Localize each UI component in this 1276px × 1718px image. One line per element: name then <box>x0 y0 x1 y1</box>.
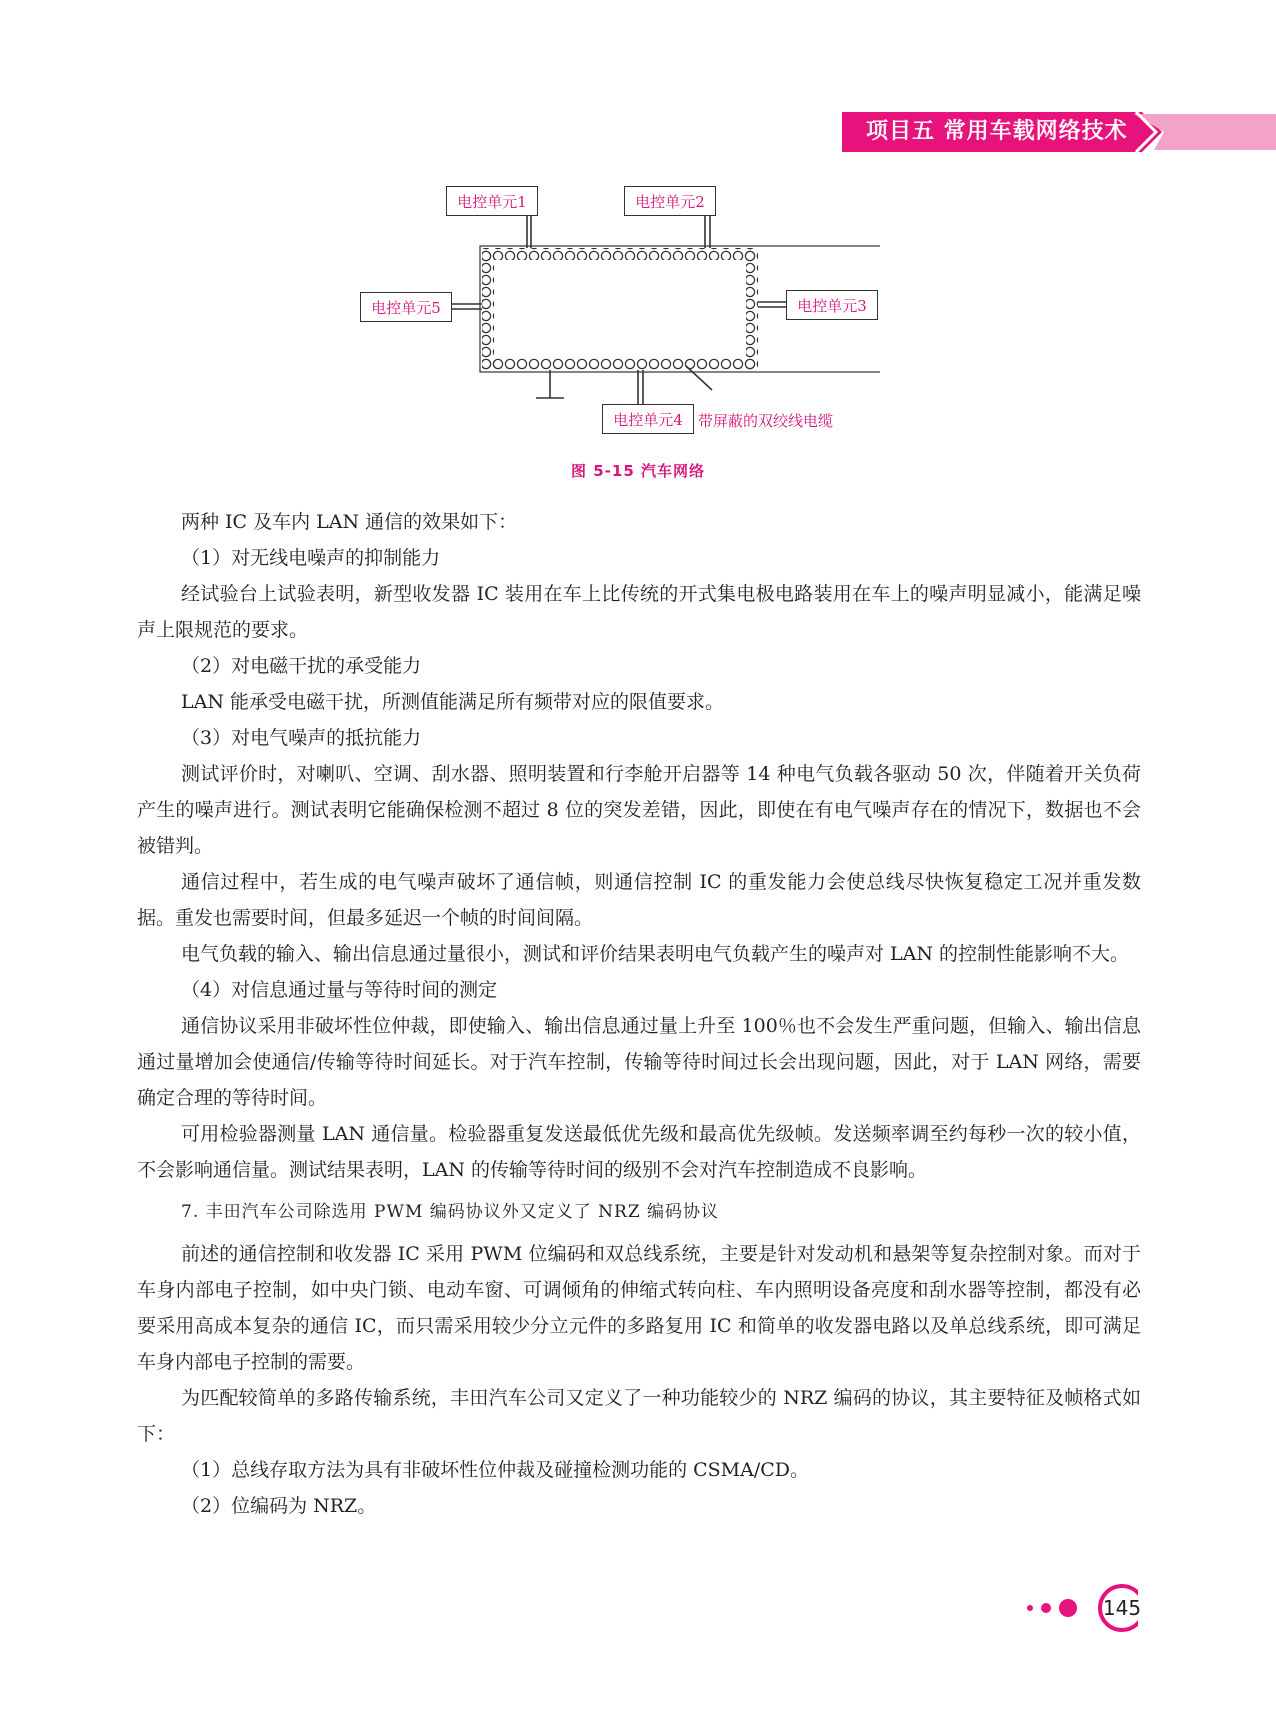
page-number-badge <box>1018 1580 1142 1636</box>
ecu-5-label: 电控单元5 <box>360 292 452 322</box>
list-item: （1）总线存取方法为具有非破坏性位仲裁及碰撞检测功能的 CSMA/CD。 <box>181 1459 810 1481</box>
subheading: （1）对无线电噪声的抑制能力 <box>181 547 441 569</box>
connector-stubs <box>452 216 786 404</box>
ecu-1-label: 电控单元1 <box>446 186 538 216</box>
paragraph: 为匹配较简单的多路传输系统，丰田汽车公司又定义了一种功能较少的 NRZ 编码的协议，其主要特征及帧格式如下： <box>137 1387 1141 1445</box>
section-heading: 7. 丰田汽车公司除选用 PWM 编码协议外又定义了 NRZ 编码协议 <box>181 1202 720 1222</box>
subheading: （2）对电磁干扰的承受能力 <box>181 655 422 677</box>
ecu-4-label: 电控单元4 <box>602 404 694 434</box>
paragraph: 电气负载的输入、输出信息通过量很小，测试和评价结果表明电气负载产生的噪声对 LAN 的控制性能影响不大。 <box>181 943 1130 965</box>
page-number: 145 <box>1102 1596 1142 1620</box>
paragraph: 可用检验器测量 LAN 通信量。检验器重复发送最低优先级和最高优先级帧。发送频率调至约每秒一次的较小值，不会影响通信量。测试结果表明，LAN 的传输等待时间的级别不会对汽车控制造成不良影响。 <box>137 1123 1141 1181</box>
paragraph: 通信协议采用非破坏性位仲裁，即使输入、输出信息通过量上升至 100％也不会发生严重问题，但输入、输出信息通过量增加会使通信/传输等待时间延长。对于汽车控制，传输等待时间过长会出现问题，因此，对于 LAN 网络，需要确定合理的等待时间。 <box>137 1015 1141 1109</box>
ecu-2-label: 电控单元2 <box>624 186 716 216</box>
paragraph: 两种 IC 及车内 LAN 通信的效果如下： <box>181 511 518 533</box>
paragraph: 通信过程中，若生成的电气噪声破坏了通信帧，则通信控制 IC 的重发能力会使总线尽快恢复稳定工况并重发数据。重发也需要时间，但最多延迟一个帧的时间间隔。 <box>137 871 1141 929</box>
paragraph: LAN 能承受电磁干扰，所测值能满足所有频带对应的限值要求。 <box>181 691 725 713</box>
list-item: （2）位编码为 NRZ。 <box>181 1495 377 1517</box>
ecu-3-label: 电控单元3 <box>786 290 878 320</box>
paragraph: 经试验台上试验表明，新型收发器 IC 装用在车上比传统的开式集电极电路装用在车上的噪声明显减小，能满足噪声上限规范的要求。 <box>137 583 1141 641</box>
paragraph: 前述的通信控制和收发器 IC 采用 PWM 位编码和双总线系统，主要是针对发动机和悬架等复杂控制对象。而对于车身内部电子控制，如中央门锁、电动车窗、可调倾角的伸缩式转向柱、车内照明设备亮度和刮水器等控制，都没有必要采用高成本复杂的通信 IC，而只需采用较少分立元件的多路复用 IC 和简单的收发器电路以及单总线系统，即可满足车身内部电子控制的需要。 <box>137 1243 1141 1373</box>
network-figure <box>360 178 880 450</box>
figure-caption: 图 5-15 汽车网络 <box>571 462 705 480</box>
chapter-title: 项目五 常用车载网络技术 <box>866 119 1128 144</box>
subheading: （4）对信息通过量与等待时间的测定 <box>181 979 498 1001</box>
paragraph: 测试评价时，对喇叭、空调、刮水器、照明装置和行李舱开启器等 14 种电气负载各驱动 50 次，伴随着开关负荷产生的噪声进行。测试表明它能确保检测不超过 8 位的突发差错，因此，即使在有电气噪声存在的情况下，数据也不会被错判。 <box>137 763 1141 857</box>
shielded-cable-ring <box>482 248 758 370</box>
cable-label: 带屏蔽的双绞线电缆 <box>698 412 834 430</box>
chapter-banner <box>842 112 1276 152</box>
body-text <box>137 504 1141 1524</box>
subheading: （3）对电气噪声的抵抗能力 <box>181 727 422 749</box>
